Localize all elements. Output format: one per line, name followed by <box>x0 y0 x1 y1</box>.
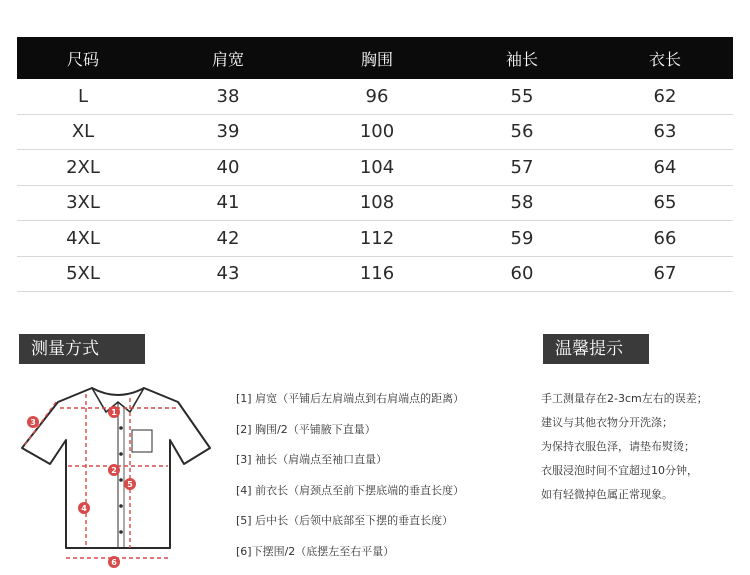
chest-cell: 100 <box>359 121 395 143</box>
header-sleeve: 袖长 <box>505 49 538 69</box>
length-cell: 65 <box>653 192 677 214</box>
tips-list <box>541 390 746 510</box>
shirt-button <box>119 452 123 456</box>
tip-line: 手工测量存在2-3cm左右的误差； <box>541 392 708 405</box>
length-cell: 62 <box>653 85 677 107</box>
measure-section-title: 测量方式 <box>19 334 145 364</box>
sleeve-cell: 60 <box>510 263 534 285</box>
tip-line: 如有轻微掉色属正常现象。 <box>541 488 673 501</box>
tips-section-title: 温馨提示 <box>543 334 649 364</box>
measurement-item: [2] 胸围/2（平铺腋下直量） <box>236 422 376 436</box>
size-cell: XL <box>71 121 95 143</box>
chest-cell: 96 <box>365 85 389 107</box>
shoulder-cell: 38 <box>216 85 240 107</box>
length-cell: 63 <box>653 121 677 143</box>
size-table <box>17 37 733 292</box>
size-cell: L <box>77 85 89 107</box>
shoulder-cell: 39 <box>216 121 240 143</box>
sleeve-cell: 55 <box>510 85 534 107</box>
table-row <box>17 115 733 151</box>
marker-5-label: 5 <box>127 480 133 489</box>
sleeve-cell: 58 <box>510 192 534 214</box>
measurement-item: [4] 前衣长（肩颈点至前下摆底端的垂直长度） <box>236 483 465 497</box>
length-cell: 64 <box>653 156 677 178</box>
chest-cell: 108 <box>359 192 395 214</box>
measurement-item: [6]下摆围/2（底摆左至右平量） <box>236 544 395 558</box>
tip-line: 为保持衣服色泽，请垫布熨烫； <box>541 440 695 453</box>
chest-cell: 104 <box>359 156 395 178</box>
length-cell: 67 <box>653 263 677 285</box>
table-row <box>17 221 733 257</box>
shirt-button <box>119 426 123 430</box>
shirt-button <box>119 530 123 534</box>
shoulder-cell: 41 <box>216 192 240 214</box>
shoulder-cell: 43 <box>216 263 240 285</box>
measurement-list <box>236 390 526 573</box>
marker-4-label: 4 <box>81 504 87 513</box>
measurement-item: [5] 后中长（后领中底部至下摆的垂直长度） <box>236 514 454 527</box>
length-cell: 66 <box>653 227 677 249</box>
sleeve-cell: 57 <box>510 156 534 178</box>
table-row <box>17 150 733 186</box>
sleeve-cell: 59 <box>510 227 534 249</box>
size-cell: 5XL <box>66 263 100 285</box>
size-cell: 4XL <box>66 227 100 249</box>
shirt-button <box>119 504 123 508</box>
size-cell: 2XL <box>66 156 100 178</box>
shoulder-cell: 42 <box>216 227 240 249</box>
measurement-item: [3] 袖长（肩端点至袖口直量） <box>236 453 388 466</box>
shirt-diagram <box>14 372 214 572</box>
header-length: 衣长 <box>648 49 681 69</box>
shirt-button <box>119 478 123 482</box>
marker-3-label: 3 <box>30 418 36 427</box>
header-shoulder: 肩宽 <box>211 49 244 69</box>
tip-line: 衣服浸泡时间不宜超过10分钟， <box>541 464 698 477</box>
table-row <box>17 79 733 115</box>
table-row <box>17 186 733 222</box>
chest-cell: 116 <box>359 263 395 285</box>
marker-6-label: 6 <box>111 558 117 567</box>
marker-1-label: 1 <box>111 408 117 417</box>
shoulder-cell: 40 <box>216 156 240 178</box>
header-chest: 胸围 <box>360 49 393 69</box>
size-table-header <box>17 37 733 79</box>
tip-line: 建议与其他衣物分开洗涤； <box>541 416 673 429</box>
table-row <box>17 257 733 293</box>
sleeve-cell: 56 <box>510 121 534 143</box>
measurement-item: [1] 肩宽（平铺后左肩端点到右肩端点的距离） <box>236 392 465 405</box>
chest-cell: 112 <box>359 227 395 249</box>
marker-2-label: 2 <box>111 466 117 475</box>
size-cell: 3XL <box>66 192 100 214</box>
header-size: 尺码 <box>66 49 99 69</box>
